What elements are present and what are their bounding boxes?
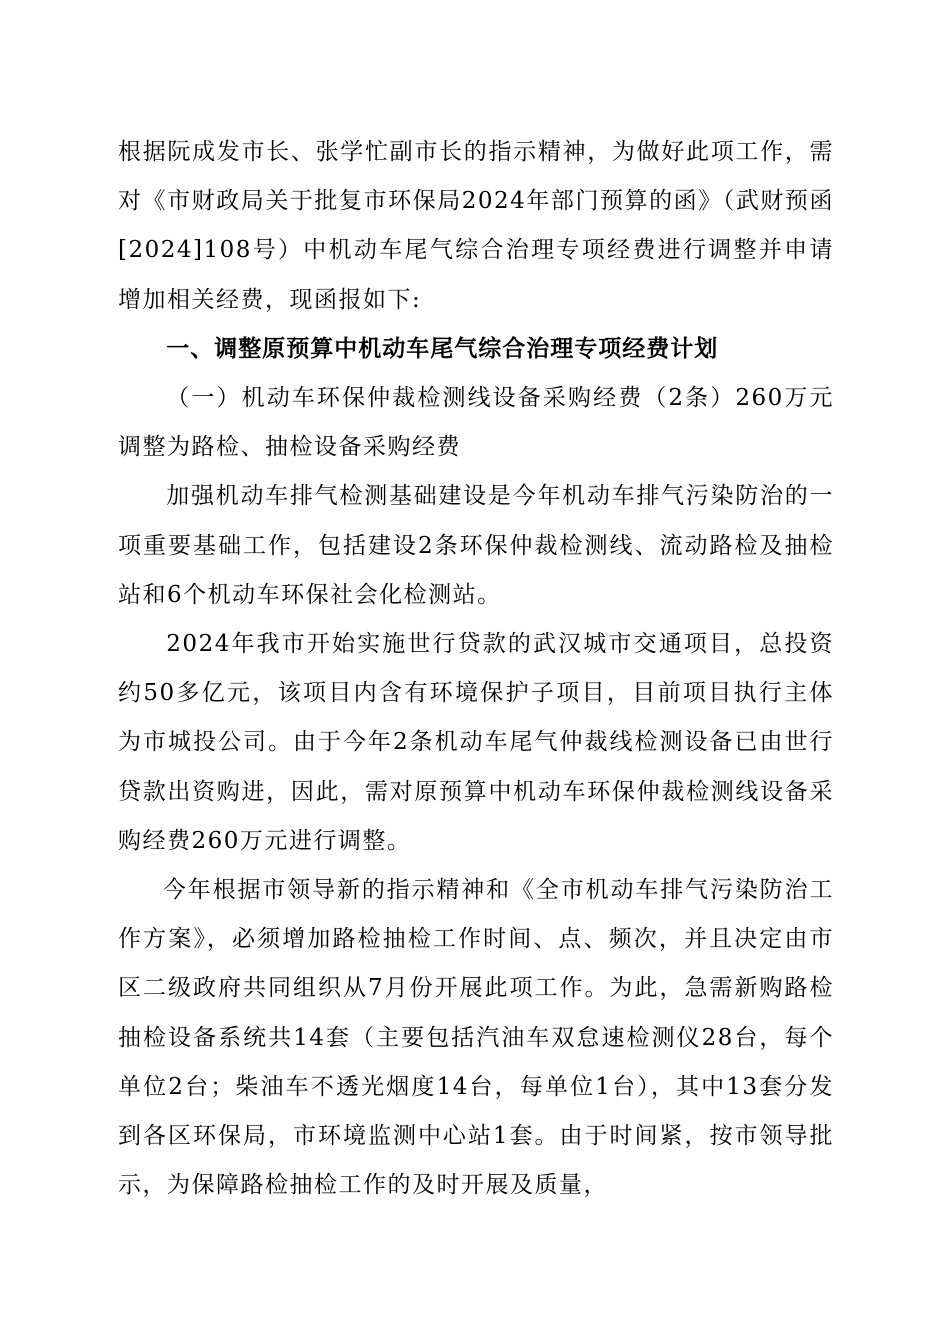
paragraph-new-equipment: 今年根据市领导新的指示精神和《全市机动车排气污染防治工作方案》，必须增加路检抽检工作时间、点、频次，并且决定由市区二级政府共同组织从7月份开展此项工作。为此，急需新购路检抽检设备系统共14套（主要包括汽油车双怠速检测仪28台，每个单位2台；柴油车不透光烟度14台，每单位1台），其中13套分发到各区环保局，市环境监测中心站1套。由于时间紧，按市领导批示，为保障路检抽检工作的及时开展及质量， <box>118 877 834 1199</box>
section-heading-1: 一、调整原预算中机动车尾气综合治理专项经费计划 <box>166 335 719 362</box>
subsection-heading-1: （一）机动车环保仲裁检测线设备采购经费（2条）260万元调整为路检、抽检设备采购经费 <box>118 385 834 461</box>
document-body <box>118 128 834 1210</box>
paragraph-world-bank-project: 2024年我市开始实施世行贷款的武汉城市交通项目，总投资约50多亿元，该项目内含有环境保护子项目，目前项目执行主体为市城投公司。由于今年2条机动车尾气仲裁线检测设备已由世行贷款出资购进，因此，需对原预算中机动车环保仲裁检测线设备采购经费260万元进行调整。 <box>118 631 834 854</box>
paragraph-intro: 根据阮成发市长、张学忙副市长的指示精神，为做好此项工作，需对《市财政局关于批复市环保局2024年部门预算的函》（武财预函[2024]108号）中机动车尾气综合治理专项经费进行调整并申请增加相关经费，现函报如下: <box>118 139 834 313</box>
paragraph-basic-construction: 加强机动车排气检测基础建设是今年机动车排气污染防治的一项重要基础工作，包括建设2条环保仲裁检测线、流动路检及抽检站和6个机动车环保社会化检测站。 <box>118 483 834 608</box>
